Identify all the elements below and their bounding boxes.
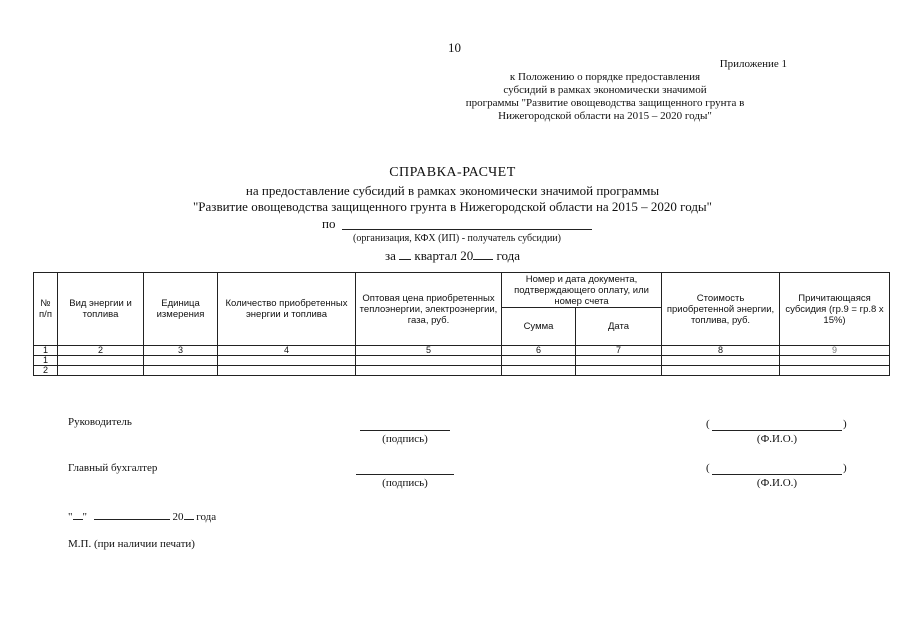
- row-number: 1: [34, 356, 58, 366]
- col-header-sum: Сумма: [502, 308, 576, 346]
- column-number: 5: [356, 346, 502, 356]
- organization-hint: (организация, КФХ (ИП) - получатель субсидии): [352, 233, 561, 244]
- chief-accountant-signature-hint: (подпись): [382, 477, 428, 489]
- table-cell[interactable]: [576, 356, 662, 366]
- appendix-line: к Положению о порядке предоставления: [509, 71, 701, 83]
- chief-accountant-fio-hint: (Ф.И.О.): [756, 477, 798, 489]
- row-number: 2: [34, 366, 58, 376]
- col-header-document: Номер и дата документа, подтверждающего оплату, или номер счета: [502, 273, 662, 308]
- quarter-year-field[interactable]: [473, 247, 493, 260]
- date-month-field[interactable]: [94, 507, 170, 520]
- subsidy-calculation-table: [33, 272, 890, 376]
- table-cell[interactable]: [502, 366, 576, 376]
- column-number: 7: [576, 346, 662, 356]
- organization-field[interactable]: [342, 229, 592, 230]
- table-cell[interactable]: [662, 356, 780, 366]
- head-paren-close: ): [843, 418, 847, 430]
- table-cell[interactable]: [218, 366, 356, 376]
- appendix-line: Нижегородской области на 2015 – 2020 годы": [498, 110, 712, 122]
- po-label: по: [322, 216, 336, 231]
- appendix-line: субсидий в рамках экономически значимой: [503, 84, 707, 96]
- date-day-field[interactable]: [73, 507, 83, 520]
- column-number: 2: [58, 346, 144, 356]
- stamp-note: М.П. (при наличии печати): [68, 538, 195, 550]
- table-cell[interactable]: [144, 366, 218, 376]
- quarter-year-prefix: 20: [460, 248, 474, 263]
- col-header-energy-type: Вид энергии и топлива: [58, 273, 144, 346]
- chief-accountant-signature-field[interactable]: [356, 474, 454, 475]
- table-cell[interactable]: [662, 366, 780, 376]
- chief-paren-close: ): [843, 462, 847, 474]
- date-line: [68, 507, 216, 523]
- table-cell[interactable]: [144, 356, 218, 366]
- col-header-subsidy: Причитающаяся субсидия (гр.9 = гр.8 х 15%): [780, 273, 890, 346]
- column-number: 1: [34, 346, 58, 356]
- appendix-line: программы "Развитие овощеводства защищенного грунта в: [465, 97, 745, 109]
- column-number: 9: [780, 346, 890, 356]
- quarter-line: [0, 247, 905, 264]
- head-fio-hint: (Ф.И.О.): [756, 433, 798, 445]
- date-year-field[interactable]: [184, 507, 194, 520]
- program-name: "Развитие овощеводства защищенного грунта в Нижегородской области на 2015 – 2020 годы": [193, 199, 712, 214]
- column-number: 4: [218, 346, 356, 356]
- date-year-suffix: года: [196, 511, 217, 523]
- page-number: 10: [448, 40, 461, 55]
- head-label: Руководитель: [68, 416, 132, 428]
- col-header-wholesale-price: Оптовая цена приобретенных теплоэнергии, электроэнергии, газа, руб.: [356, 273, 502, 346]
- chief-paren-open: (: [706, 462, 710, 474]
- table-row: [34, 366, 890, 376]
- col-header-date: Дата: [576, 308, 662, 346]
- table-cell[interactable]: [58, 366, 144, 376]
- column-number: 8: [662, 346, 780, 356]
- column-number-row: [34, 346, 890, 356]
- chief-accountant-fio-field[interactable]: [712, 474, 842, 475]
- col-header-unit: Единица измерения: [144, 273, 218, 346]
- date-quote-close: ": [82, 511, 87, 523]
- table-cell[interactable]: [356, 356, 502, 366]
- document-title: СПРАВКА-РАСЧЕТ: [389, 165, 516, 180]
- head-signature-field[interactable]: [360, 430, 450, 431]
- chief-accountant-label: Главный бухгалтер: [68, 462, 158, 474]
- date-quote-open: ": [68, 511, 73, 523]
- quarter-word: квартал: [414, 248, 457, 263]
- column-number: 6: [502, 346, 576, 356]
- col-header-quantity: Количество приобретенных энергии и топлива: [218, 273, 356, 346]
- table-row: [34, 356, 890, 366]
- table-cell[interactable]: [780, 366, 890, 376]
- quarter-number-field[interactable]: [399, 247, 411, 260]
- table-cell[interactable]: [218, 356, 356, 366]
- document-subtitle: на предоставление субсидий в рамках экономически значимой программы: [245, 183, 660, 198]
- date-year-prefix: 20: [172, 511, 184, 523]
- quarter-za: за: [384, 248, 396, 263]
- quarter-goda: года: [496, 248, 521, 263]
- appendix-title: Приложение 1: [719, 58, 787, 70]
- col-header-cost: Стоимость приобретенной энергии, топлива, руб.: [662, 273, 780, 346]
- table-cell[interactable]: [780, 356, 890, 366]
- table-cell[interactable]: [502, 356, 576, 366]
- col-header-num: № п/п: [34, 273, 58, 346]
- appendix-block: [395, 58, 815, 123]
- head-paren-open: (: [706, 418, 710, 430]
- table-cell[interactable]: [58, 356, 144, 366]
- table-cell[interactable]: [576, 366, 662, 376]
- head-fio-field[interactable]: [712, 430, 842, 431]
- table-cell[interactable]: [356, 366, 502, 376]
- head-signature-hint: (подпись): [382, 433, 428, 445]
- column-number: 3: [144, 346, 218, 356]
